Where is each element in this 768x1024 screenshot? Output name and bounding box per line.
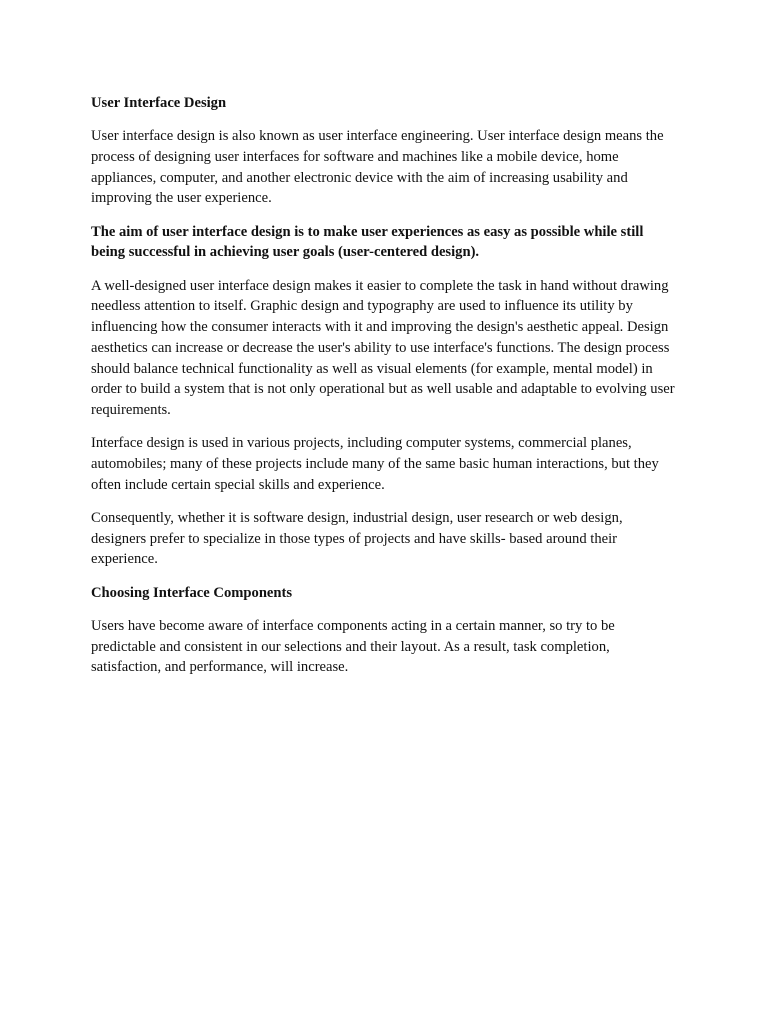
paragraph-aim-bold: The aim of user interface design is to make user experiences as easy as possible while still being successful in achieving user goals (user-centered design). [91, 223, 644, 261]
paragraph-intro: User interface design is also known as user interface engineering. User interface design means the process of designing user interfaces for software and machines like a mobile device, home appliances, computer, and another electronic device with the aim of increasing usability and improving the user experience. [91, 128, 664, 207]
paragraph-components: Users have become aware of interface components acting in a certain manner, so try to be predictable and consistent in our selections and their layout. As a result, task completion, satisfaction, and performance, will increase. [91, 617, 615, 676]
document-title: User Interface Design [91, 95, 227, 111]
paragraph-consequently: Consequently, whether it is software design, industrial design, user research or web design, designers prefer to specialize in those types of projects and have skills- based around their experience. [91, 509, 623, 568]
paragraph-well-designed: A well-designed user interface design makes it easier to complete the task in hand without drawing needless attention to itself. Graphic design and typography are used to influence its utility by influencing how the consumer interacts with it and improving the design's aesthetic appeal. Design aesthetics can increase or decrease the user's ability to use interface's functions. The design process should balance technical functionality as well as visual elements (for example, mental model) in order to build a system that is not only operational but as well usable and adaptable to evolving user requirements. [91, 277, 675, 418]
paragraph-interface-projects: Interface design is used in various projects, including computer systems, commercial planes, automobiles; many of these projects include many of the same basic human interactions, but they often include certain special skills and experience. [91, 435, 659, 493]
document-body [91, 93, 681, 691]
section-heading: Choosing Interface Components [91, 584, 293, 601]
